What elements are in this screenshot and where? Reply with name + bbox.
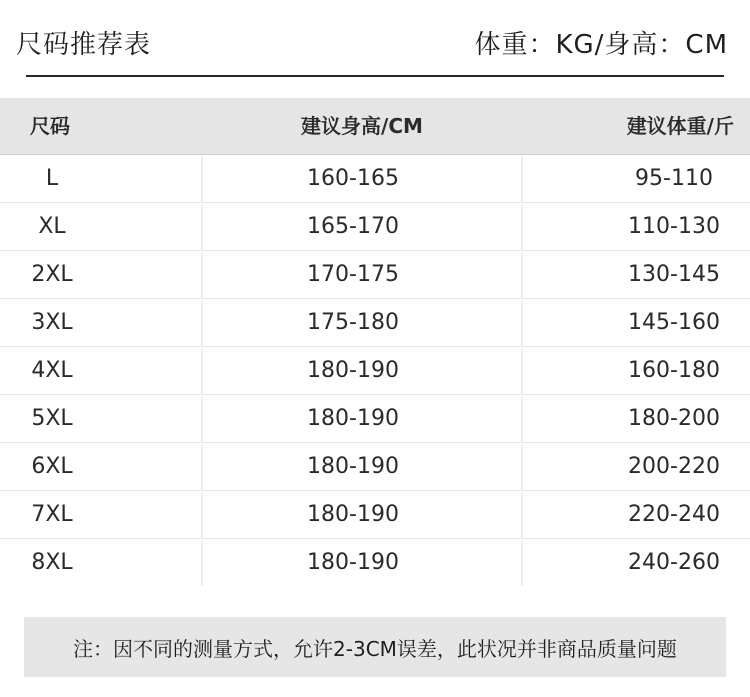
cell-height: 160-165 — [307, 166, 399, 191]
table-row — [0, 492, 750, 539]
column-divider — [521, 300, 523, 346]
header-divider — [26, 75, 724, 77]
table-row — [0, 204, 750, 251]
column-divider — [521, 540, 523, 586]
cell-size: XL — [38, 214, 66, 239]
disclaimer-note — [24, 617, 726, 677]
cell-size: 2XL — [31, 262, 73, 287]
cell-weight: 145-160 — [628, 310, 720, 335]
size-table — [0, 98, 750, 586]
disclaimer-text: 注：因不同的测量方式，允许2-3CM误差，此状况并非商品质量问题 — [73, 636, 677, 661]
cell-height: 175-180 — [307, 310, 399, 335]
cell-weight: 240-260 — [628, 550, 720, 575]
cell-size: 3XL — [31, 310, 73, 335]
column-divider — [521, 492, 523, 538]
cell-height: 165-170 — [307, 214, 399, 239]
table-row — [0, 444, 750, 491]
cell-size: L — [45, 166, 59, 191]
table-row — [0, 540, 750, 586]
column-divider — [521, 444, 523, 490]
page-title: 尺码推荐表 — [16, 30, 152, 60]
cell-height: 180-190 — [307, 550, 399, 575]
cell-weight: 180-200 — [628, 406, 720, 431]
cell-size: 8XL — [31, 550, 73, 575]
column-divider — [521, 348, 523, 394]
cell-height: 180-190 — [307, 454, 399, 479]
table-header-row — [0, 98, 750, 155]
cell-height: 180-190 — [307, 358, 399, 383]
column-header-size: 尺码 — [30, 114, 70, 138]
cell-weight: 160-180 — [628, 358, 720, 383]
cell-height: 180-190 — [307, 502, 399, 527]
page-header — [0, 0, 750, 80]
table-row — [0, 252, 750, 299]
cell-weight: 220-240 — [628, 502, 720, 527]
cell-weight: 130-145 — [628, 262, 720, 287]
cell-weight: 110-130 — [628, 214, 720, 239]
column-divider — [521, 252, 523, 298]
cell-size: 5XL — [31, 406, 73, 431]
column-divider — [521, 204, 523, 250]
cell-size: 6XL — [31, 454, 73, 479]
column-header-weight: 建议体重/斤 — [626, 114, 734, 138]
table-row — [0, 396, 750, 443]
units-label: 体重：KG/身高：CM — [474, 30, 728, 60]
column-divider — [521, 396, 523, 442]
column-divider — [521, 156, 523, 202]
cell-size: 4XL — [31, 358, 73, 383]
table-row — [0, 156, 750, 203]
cell-size: 7XL — [31, 502, 73, 527]
table-row — [0, 348, 750, 395]
cell-weight: 200-220 — [628, 454, 720, 479]
column-header-height: 建议身高/CM — [301, 114, 423, 138]
cell-weight: 95-110 — [635, 166, 713, 191]
cell-height: 170-175 — [307, 262, 399, 287]
cell-height: 180-190 — [307, 406, 399, 431]
table-row — [0, 300, 750, 347]
